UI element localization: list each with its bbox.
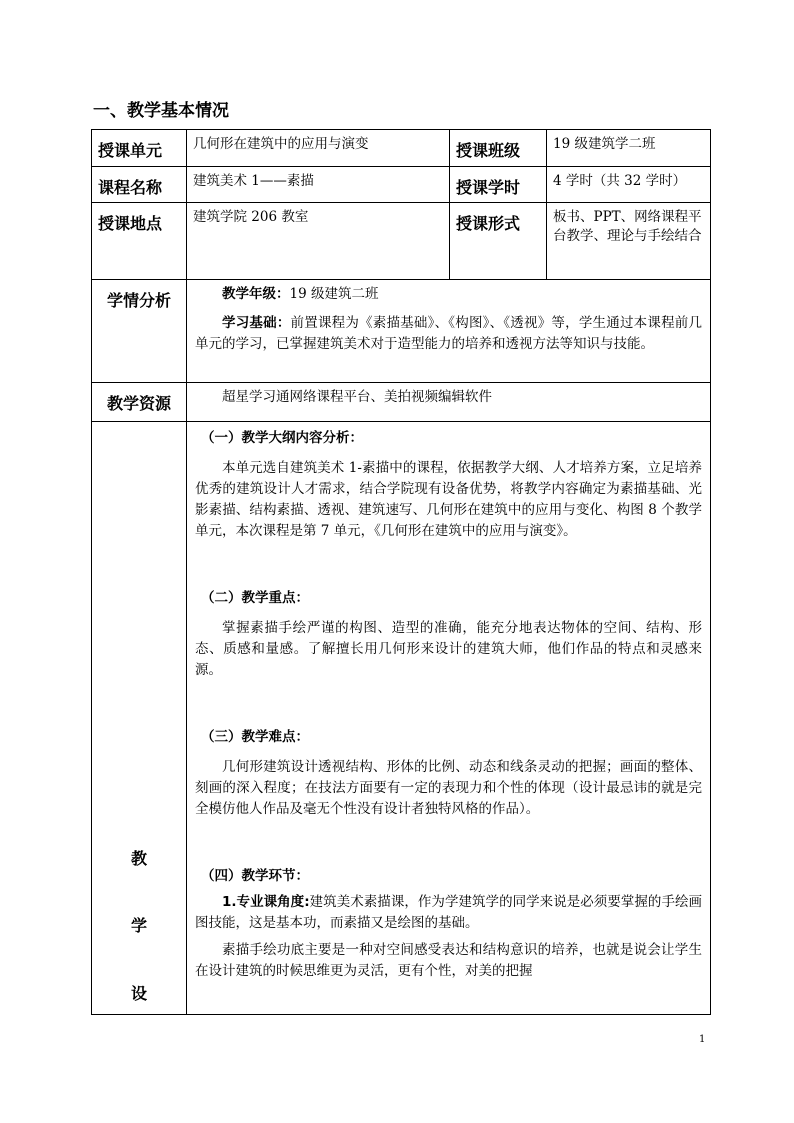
s2-text: 掌握素描手绘严谨的构图、造型的准确，能充分地表达物体的空间、结构、形态、质感和量感。了解擅长用几何形来设计的建筑大师，他们作品的特点和灵感来源。 [195, 620, 702, 678]
analysis-content [187, 280, 711, 383]
basis-value: 前置课程为《素描基础》、《构图》、《透视》等，学生通过本课程前几单元的学习，已掌握建筑美术对于造型能力的培养和透视方法等知识与技能。 [195, 315, 703, 352]
s4-text-1: 建筑美术素描课，作为学建筑学的同学来说是必须要掌握的手绘画图技能，这是基本功，而素描又是绘图的基础。 [195, 894, 703, 931]
design-label-char-3: 设 [130, 984, 147, 1003]
s4-sub: 1.专业课角度: [222, 894, 310, 910]
design-label-char-1: 教 [130, 849, 147, 868]
s1-title: （一）教学大纲内容分析： [201, 430, 363, 446]
course-value: 建筑美术 1——素描 [187, 167, 450, 203]
place-value: 建筑学院 206 教室 [187, 203, 450, 280]
grade-value: 19 级建筑二班 [289, 286, 379, 302]
page-number: 1 [699, 1034, 706, 1045]
s3-text: 几何形建筑设计透视结构、形体的比例、动态和线条灵动的把握；画面的整体、刻画的深入程度；在技法方面要有一定的表现力和个性的体现（设计最忌讳的就是完全模仿他人作品及毫无个性没有设计者独特风格的作品）。 [195, 759, 702, 817]
class-label: 授课班级 [450, 130, 547, 167]
class-value: 19 级建筑学二班 [547, 130, 711, 167]
unit-value: 几何形在建筑中的应用与演变 [187, 130, 450, 167]
s3-title: （三）教学难点： [201, 729, 309, 745]
s4-text-2: 素描手绘功底主要是一种对空间感受表达和结构意识的培养，也就是说会让学生在设计建筑的时候思维更为灵活，更有个性，对美的把握 [195, 942, 702, 979]
unit-label: 授课单元 [92, 130, 187, 167]
s4-para-1 [195, 892, 702, 934]
place-label: 授课地点 [92, 203, 187, 280]
basis-line [195, 313, 702, 355]
grade-label: 教学年级： [222, 286, 290, 302]
design-content [187, 422, 711, 1015]
design-label-char-2: 学 [130, 916, 147, 935]
resource-value: 超星学习通网络课程平台、美拍视频编辑软件 [222, 389, 492, 405]
hours-value: 4 学时（共 32 学时） [547, 167, 711, 203]
resource-content [187, 383, 711, 422]
grade-line [195, 284, 702, 305]
s4-title: （四）教学环节： [201, 868, 309, 884]
analysis-label: 学情分析 [92, 280, 187, 383]
resource-label: 教学资源 [92, 383, 187, 422]
info-table [91, 129, 711, 1015]
course-label: 课程名称 [92, 167, 187, 203]
hours-label: 授课学时 [450, 167, 547, 203]
basis-label: 学习基础： [222, 315, 291, 331]
s1-text: 本单元选自建筑美术 1-素描中的课程，依据教学大纲、人才培养方案，立足培养优秀的建筑设计人才需求，结合学院现有设备优势，将教学内容确定为素描基础、光影素描、结构素描、透视、建筑速写、几何形在建筑中的应用与变化、构图 8 个教学单元，本次课程是第 7 单元，《几何形在建筑中的应用与演变》。 [195, 460, 702, 539]
form-label: 授课形式 [450, 203, 547, 280]
section-heading: 一、教学基本情况 [93, 101, 229, 121]
s2-title: （二）教学重点： [201, 590, 309, 606]
design-label-cell [92, 422, 187, 1015]
form-value: 板书、PPT、网络课程平台教学、理论与手绘结合 [547, 203, 711, 280]
